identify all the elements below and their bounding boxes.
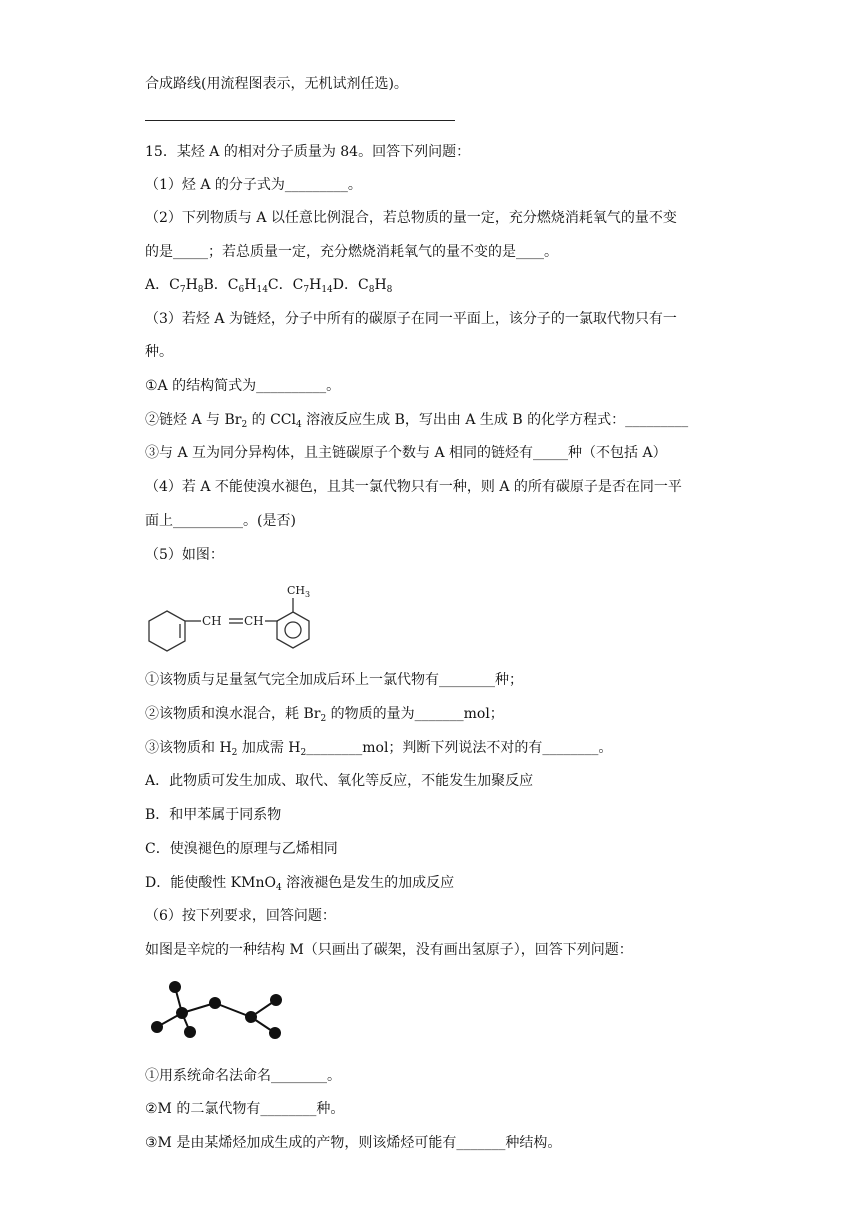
option-b: B．和甲苯属于同系物: [145, 807, 282, 823]
ch-label: CH: [202, 614, 222, 628]
text-line: （1）烃 A 的分子式为_________。: [145, 177, 362, 193]
text-line: ③M 是由某烯烃加成生成的产物，则该烯烃可能有_______种结构。: [145, 1135, 562, 1151]
text-line: ②链烃 A 与 $Br_2$ 的 CCl$_4$ 溶液反应生成 B，写出由 A 生成 B 的化学方程式：_________: [145, 412, 689, 430]
text-line: ①该物质与足量氢气完全加成后环上一氯代物有________种；: [145, 672, 523, 688]
text-line: ②M 的二氯代物有________种。: [145, 1101, 345, 1117]
carbon-skeleton-diagram: [145, 975, 295, 1045]
option-d: D．能使酸性 KMnO$_4$ 溶液褪色是发生的加成反应: [145, 875, 455, 893]
structure-diagram: [145, 578, 325, 658]
answer-underline: [145, 120, 455, 121]
option-c: C．使溴褪色的原理与乙烯相同: [145, 841, 338, 857]
text-line: 合成路线(用流程图表示，无机试剂任选)。: [145, 76, 408, 92]
text-line: （5）如图：: [145, 547, 224, 563]
text-line: ②该物质和溴水混合，耗 $Br_2$ 的物质的量为_______mol；: [145, 706, 504, 724]
question-title: 15．某烃 A 的相对分子质量为 84。回答下列问题：: [145, 144, 471, 160]
text-line: 面上__________。(是否): [145, 513, 296, 529]
text-line: （4）若 A 不能使溴水褪色，且其一氯代物只有一种，则 A 的所有碳原子是否在同一平: [145, 479, 682, 495]
benzene-ring: [277, 612, 309, 648]
option-a: A．此物质可发生加成、取代、氧化等反应，不能发生加聚反应: [145, 773, 534, 789]
text-line: ①用系统命名法命名________。: [145, 1068, 341, 1084]
choice-line: A．$C_7H_8B$．$C_6H_{14}C$．$C_7H_{14}D$．$C_8H_8$: [145, 277, 393, 295]
text-line: 如图是辛烷的一种结构 M（只画出了碳架，没有画出氢原子），回答下列问题：: [145, 942, 633, 958]
text-line: ③该物质和 $H_2$ 加成需 $H_2\_\_\_\_\_\_\_\_mol$；判断下列说法不对的有________。: [145, 740, 613, 758]
ch-label: CH: [244, 614, 264, 628]
methyl-label: $CH_3$: [287, 584, 311, 599]
text-line: 的是_____；若总质量一定，充分燃烧消耗氧气的量不变的是____。: [145, 244, 558, 260]
text-line: ①A 的结构简式为__________。: [145, 378, 341, 394]
text-line: （3）若烃 A 为链烃，分子中所有的碳原子在同一平面上，该分子的一氯取代物只有一: [145, 311, 677, 327]
text-line: （6）按下列要求，回答问题：: [145, 908, 336, 924]
text-line: 种。: [145, 344, 173, 360]
text-line: （2）下列物质与 A 以任意比例混合，若总物质的量一定，充分燃烧消耗氧气的量不变: [145, 210, 677, 226]
text-line: ③与 A 互为同分异构体，且主链碳原子个数与 A 相同的链烃有_____种（不包括 A）: [145, 445, 667, 461]
